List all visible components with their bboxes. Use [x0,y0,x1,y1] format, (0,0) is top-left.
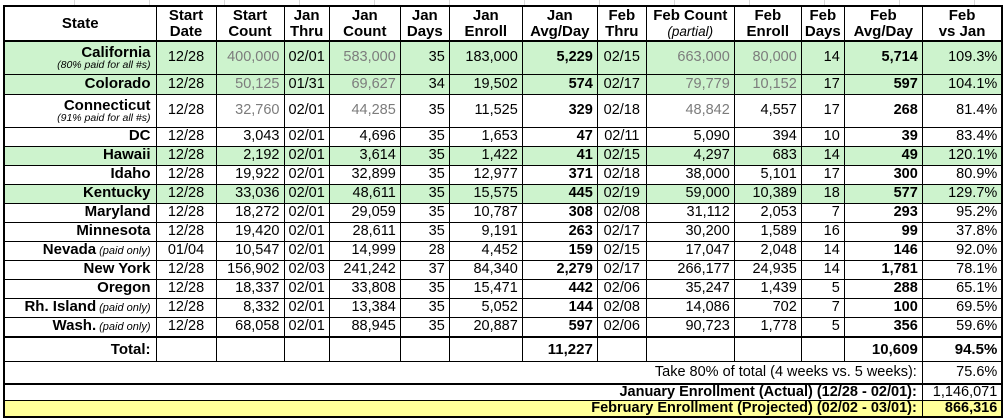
table-body [4,41,1002,417]
cell-jan-thru[interactable]: 02/01 [284,127,329,146]
cell-feb-enroll-empty[interactable] [734,337,801,362]
cell-feb-vs-jan[interactable]: 120.1% [922,146,1002,165]
header-feb-days[interactable] [801,6,844,41]
cell-start-count[interactable]: 18,272 [216,203,284,222]
cell-feb-count[interactable]: 48,842 [646,94,734,127]
cell-feb-days[interactable]: 17 [801,94,844,127]
cell-feb-avg-day[interactable]: 100 [844,298,922,317]
cell-start-date[interactable]: 12/28 [156,279,216,298]
cell-feb-days[interactable]: 7 [801,203,844,222]
cell-jan-thru[interactable]: 02/01 [284,222,329,241]
cell-feb-avg-day[interactable]: 39 [844,127,922,146]
header-line1: Jan [546,6,573,24]
state-note: (paid only) [99,301,151,314]
cell-jan-avg-day[interactable]: 445 [522,184,597,203]
cell-jan-count[interactable]: 44,285 [329,94,400,127]
cell-state[interactable] [4,127,156,146]
cell-feb-days[interactable]: 14 [801,41,844,74]
cell-jan-enroll[interactable]: 12,977 [449,165,522,184]
state-name: Nevada [42,241,97,258]
cell-start-date[interactable]: 12/28 [156,74,216,94]
cell-total-feb-avg-day[interactable]: 10,609 [844,337,922,362]
cell-jan-thru[interactable]: 02/01 [284,241,329,260]
cell-feb-avg-day[interactable]: 49 [844,146,922,165]
cell-start-date[interactable]: 12/28 [156,317,216,337]
state-note: (paid only) [99,244,151,257]
cell-start-count[interactable]: 10,547 [216,241,284,260]
header-line2: Days [804,22,841,40]
cell-feb-thru[interactable]: 02/08 [597,203,646,222]
state-name: Hawaii [102,146,151,163]
cell-jan-avg-day[interactable]: 159 [522,241,597,260]
header-line2: Count [228,22,272,40]
cell-state[interactable] [4,94,156,127]
cell-jan-count[interactable]: 28,611 [329,222,400,241]
cell-feb-days[interactable]: 17 [801,165,844,184]
table-row [4,222,1002,241]
cell-jan-avg-day[interactable]: 2,279 [522,260,597,279]
cell-start-date-empty[interactable] [156,337,216,362]
header-start-count[interactable] [216,6,284,41]
cell-jan-avg-day[interactable]: 574 [522,74,597,94]
summary-row-january-enrollment [4,384,1002,401]
state-name: Rh. Island [24,298,97,315]
cell-start-date[interactable]: 12/28 [156,146,216,165]
cell-state[interactable] [4,241,156,260]
cell-jan-count-empty[interactable] [329,337,400,362]
cell-feb-count[interactable]: 30,200 [646,222,734,241]
header-line1: Feb Count [653,6,728,24]
header-line2: Enroll [746,22,790,40]
cell-start-date[interactable]: 12/28 [156,94,216,127]
cell-jan-avg-day[interactable]: 263 [522,222,597,241]
cell-jan-days[interactable]: 35 [400,184,449,203]
cell-feb-count[interactable]: 4,297 [646,146,734,165]
cell-start-date[interactable]: 12/28 [156,222,216,241]
cell-feb-enroll[interactable]: 394 [734,127,801,146]
header-jan-days[interactable] [400,6,449,41]
table-row [4,184,1002,203]
cell-feb-enroll[interactable]: 1,778 [734,317,801,337]
cell-start-count[interactable]: 3,043 [216,127,284,146]
header-line1: Feb [754,6,782,24]
cell-feb-days[interactable]: 5 [801,317,844,337]
cell-feb-thru[interactable]: 02/19 [597,184,646,203]
cell-feb-avg-day[interactable]: 268 [844,94,922,127]
cell-feb-vs-jan[interactable]: 59.6% [922,317,1002,337]
cell-jan-count[interactable]: 69,627 [329,74,400,94]
cell-feb-vs-jan[interactable]: 69.5% [922,298,1002,317]
cell-feb-enroll[interactable]: 80,000 [734,41,801,74]
cell-jan-days[interactable]: 34 [400,74,449,94]
cell-feb-days-empty[interactable] [801,337,844,362]
cell-jan-enroll[interactable]: 5,052 [449,298,522,317]
header-feb-enroll[interactable] [734,6,801,41]
cell-feb-vs-jan[interactable]: 78.1% [922,260,1002,279]
cell-start-count[interactable]: 33,036 [216,184,284,203]
cell-jan-enroll[interactable]: 1,653 [449,127,522,146]
cell-feb-thru[interactable]: 02/18 [597,165,646,184]
cell-feb-enroll[interactable]: 2,048 [734,241,801,260]
cell-jan-thru[interactable]: 02/01 [284,41,329,74]
header-line2: (partial) [667,23,714,39]
cell-state[interactable] [4,165,156,184]
cell-feb-days[interactable]: 17 [801,74,844,94]
cell-feb-thru[interactable]: 02/15 [597,146,646,165]
cell-start-date[interactable]: 12/28 [156,203,216,222]
summary-label[interactable]: Take 80% of total (4 weeks vs. 5 weeks): [4,361,922,384]
cell-feb-count-empty[interactable] [646,337,734,362]
table-header [4,6,1002,41]
cell-feb-vs-jan[interactable]: 65.1% [922,279,1002,298]
cell-jan-thru[interactable]: 02/01 [284,279,329,298]
cell-start-count[interactable]: 19,922 [216,165,284,184]
header-jan-thru[interactable] [284,6,329,41]
cell-feb-days[interactable]: 10 [801,127,844,146]
table-row [4,127,1002,146]
cell-state[interactable] [4,279,156,298]
cell-start-count[interactable]: 68,058 [216,317,284,337]
cell-feb-vs-jan[interactable]: 83.4% [922,127,1002,146]
cell-feb-thru[interactable]: 02/06 [597,317,646,337]
state-name: Wash. [52,317,97,334]
cell-jan-thru-empty[interactable] [284,337,329,362]
cell-feb-avg-day[interactable]: 288 [844,279,922,298]
cell-feb-enroll[interactable]: 24,935 [734,260,801,279]
table-row [4,41,1002,74]
cell-feb-enroll[interactable]: 1,439 [734,279,801,298]
cell-feb-vs-jan[interactable]: 129.7% [922,184,1002,203]
cell-start-count-empty[interactable] [216,337,284,362]
cell-jan-enroll[interactable]: 15,575 [449,184,522,203]
cell-start-count[interactable]: 8,332 [216,298,284,317]
cell-start-date[interactable]: 12/28 [156,184,216,203]
cell-feb-count[interactable]: 35,247 [646,279,734,298]
header-line1: Feb [869,6,897,24]
cell-jan-avg-day[interactable]: 371 [522,165,597,184]
cell-feb-enroll[interactable]: 10,152 [734,74,801,94]
summary-row-february-enrollment [4,400,1002,417]
cell-feb-thru[interactable]: 02/17 [597,260,646,279]
cell-start-date[interactable]: 12/28 [156,127,216,146]
cell-jan-thru[interactable]: 02/01 [284,317,329,337]
cell-jan-thru[interactable]: 01/31 [284,74,329,94]
cell-feb-thru-empty[interactable] [597,337,646,362]
state-name: DC [128,127,151,144]
cell-jan-days[interactable]: 35 [400,94,449,127]
summary-label[interactable]: February Enrollment (Projected) (02/02 - 03/01): [4,400,922,417]
state-name: Kentucky [82,184,151,201]
header-line2: Thru [605,22,639,40]
cell-start-count[interactable]: 156,902 [216,260,284,279]
state-name: Connecticut [63,96,151,114]
state-name: Idaho [110,165,151,182]
summary-row-take-80-percent [4,361,1002,384]
cell-feb-count[interactable]: 79,779 [646,74,734,94]
table-row [4,203,1002,222]
cell-feb-avg-day[interactable]: 99 [844,222,922,241]
cell-jan-count[interactable]: 29,059 [329,203,400,222]
cell-jan-days-empty[interactable] [400,337,449,362]
cell-jan-enroll[interactable]: 183,000 [449,41,522,74]
header-line2: Avg/Day [853,22,914,40]
header-line2: vs Jan [938,22,986,40]
header-state[interactable] [4,6,156,41]
cell-state[interactable] [4,317,156,337]
cell-jan-avg-day[interactable]: 41 [522,146,597,165]
cell-feb-avg-day[interactable]: 293 [844,203,922,222]
cell-feb-count[interactable]: 17,047 [646,241,734,260]
cell-state[interactable] [4,222,156,241]
cell-jan-avg-day[interactable]: 308 [522,203,597,222]
cell-feb-thru[interactable]: 02/08 [597,298,646,317]
cell-jan-thru[interactable]: 02/03 [284,260,329,279]
cell-feb-vs-jan[interactable]: 81.4% [922,94,1002,127]
cell-jan-count[interactable]: 32,899 [329,165,400,184]
cell-feb-thru[interactable]: 02/15 [597,41,646,74]
table-row [4,298,1002,317]
cell-start-count[interactable]: 32,760 [216,94,284,127]
cell-feb-thru[interactable]: 02/18 [597,94,646,127]
cell-state[interactable] [4,41,156,74]
cell-start-date[interactable]: 12/28 [156,260,216,279]
cell-feb-avg-day[interactable]: 597 [844,74,922,94]
cell-feb-count[interactable]: 266,177 [646,260,734,279]
cell-feb-days[interactable]: 5 [801,279,844,298]
header-line1: Jan [411,6,438,24]
cell-feb-avg-day[interactable]: 577 [844,184,922,203]
cell-feb-vs-jan[interactable]: 95.2% [922,203,1002,222]
header-line2: Avg/Day [530,22,590,40]
cell-feb-days[interactable]: 16 [801,222,844,241]
cell-feb-count[interactable]: 90,723 [646,317,734,337]
cell-feb-thru[interactable]: 02/11 [597,127,646,146]
cell-jan-count[interactable]: 33,808 [329,279,400,298]
cell-feb-days[interactable]: 14 [801,241,844,260]
cell-jan-days[interactable]: 35 [400,41,449,74]
cell-jan-avg-day[interactable]: 5,229 [522,41,597,74]
cell-jan-count[interactable]: 48,611 [329,184,400,203]
cell-feb-thru[interactable]: 02/15 [597,241,646,260]
cell-state[interactable] [4,203,156,222]
state-note: (80% paid for all #s) [57,58,151,71]
table-row [4,146,1002,165]
cell-feb-count[interactable]: 14,086 [646,298,734,317]
cell-feb-enroll[interactable]: 702 [734,298,801,317]
cell-jan-days[interactable]: 35 [400,127,449,146]
header-jan-avg-day[interactable] [522,6,597,41]
header-line1: Jan [472,6,499,24]
cell-feb-count[interactable]: 38,000 [646,165,734,184]
cell-jan-count[interactable]: 13,384 [329,298,400,317]
cell-start-date[interactable]: 12/28 [156,41,216,74]
cell-jan-enroll[interactable]: 15,471 [449,279,522,298]
header-line2: Enroll [464,22,508,40]
cell-jan-days[interactable]: 35 [400,165,449,184]
state-name: Maryland [84,203,151,220]
table-row [4,94,1002,127]
cell-jan-thru[interactable]: 02/01 [284,165,329,184]
cell-jan-avg-day[interactable]: 47 [522,127,597,146]
header-line1: Jan [293,6,320,24]
cell-jan-thru[interactable]: 02/01 [284,146,329,165]
cell-feb-days[interactable]: 14 [801,146,844,165]
cell-start-date[interactable]: 12/28 [156,298,216,317]
cell-jan-enroll[interactable]: 9,191 [449,222,522,241]
cell-jan-count[interactable]: 3,614 [329,146,400,165]
header-line2: Days [406,22,443,40]
cell-feb-count[interactable]: 31,112 [646,203,734,222]
cell-jan-thru[interactable]: 02/01 [284,203,329,222]
cell-state[interactable] [4,184,156,203]
cell-jan-enroll[interactable]: 20,887 [449,317,522,337]
cell-feb-thru[interactable]: 02/17 [597,222,646,241]
cell-feb-enroll[interactable]: 5,101 [734,165,801,184]
table-row [4,74,1002,94]
cell-jan-enroll[interactable]: 84,340 [449,260,522,279]
cell-feb-vs-jan[interactable]: 104.1% [922,74,1002,94]
cell-start-date[interactable]: 12/28 [156,165,216,184]
cell-feb-days[interactable]: 14 [801,260,844,279]
cell-state[interactable] [4,74,156,94]
table-row [4,241,1002,260]
cell-feb-vs-jan[interactable]: 109.3% [922,41,1002,74]
cell-jan-thru[interactable]: 02/01 [284,94,329,127]
cell-jan-enroll[interactable]: 4,452 [449,241,522,260]
cell-feb-days[interactable]: 18 [801,184,844,203]
summary-label[interactable]: January Enrollment (Actual) (12/28 - 02/01): [4,384,922,401]
cell-state[interactable] [4,146,156,165]
cell-jan-avg-day[interactable]: 442 [522,279,597,298]
cell-jan-avg-day[interactable]: 597 [522,317,597,337]
header-row [4,6,1002,41]
header-line1: State [61,14,99,32]
cell-jan-days[interactable]: 37 [400,260,449,279]
cell-start-count[interactable]: 400,000 [216,41,284,74]
cell-feb-days[interactable]: 7 [801,298,844,317]
cell-jan-days[interactable]: 35 [400,146,449,165]
cell-total-label[interactable]: Total: [4,337,156,362]
cell-jan-thru[interactable]: 02/01 [284,298,329,317]
cell-feb-enroll[interactable]: 1,589 [734,222,801,241]
state-name: Colorado [84,74,151,92]
table-row [4,260,1002,279]
cell-jan-enroll[interactable]: 11,525 [449,94,522,127]
cell-feb-enroll[interactable]: 10,389 [734,184,801,203]
cell-jan-count[interactable]: 14,999 [329,241,400,260]
cell-start-count[interactable]: 50,125 [216,74,284,94]
cell-jan-avg-day[interactable]: 329 [522,94,597,127]
cell-jan-enroll[interactable]: 1,422 [449,146,522,165]
cell-feb-enroll[interactable]: 683 [734,146,801,165]
header-line2: Thru [289,22,324,40]
cell-jan-days[interactable]: 35 [400,203,449,222]
header-feb-avg-day[interactable] [844,6,922,41]
state-name: New York [83,260,151,277]
cell-feb-avg-day[interactable]: 356 [844,317,922,337]
table-row [4,317,1002,337]
cell-jan-enroll[interactable]: 10,787 [449,203,522,222]
cell-feb-avg-day[interactable]: 1,781 [844,260,922,279]
header-start-date[interactable] [156,6,216,41]
header-feb-thru[interactable] [597,6,646,41]
summary-value[interactable]: 866,316 [922,400,1002,417]
cell-state[interactable] [4,298,156,317]
state-name: California [81,43,151,61]
cell-feb-enroll[interactable]: 2,053 [734,203,801,222]
header-jan-count[interactable] [329,6,400,41]
cell-feb-avg-day[interactable]: 300 [844,165,922,184]
cell-feb-vs-jan[interactable]: 80.9% [922,165,1002,184]
cell-jan-avg-day[interactable]: 144 [522,298,597,317]
state-note: (paid only) [99,320,151,333]
state-name: Oregon [97,279,151,296]
header-feb-count[interactable] [646,6,734,41]
cell-feb-thru[interactable]: 02/06 [597,279,646,298]
header-line1: Start [168,6,204,24]
cell-feb-thru[interactable]: 02/17 [597,74,646,94]
table-row [4,279,1002,298]
cell-jan-days[interactable]: 35 [400,298,449,317]
summary-value[interactable]: 1,146,071 [922,384,1002,401]
header-line2: Date [169,22,203,40]
header-line2: Count [343,22,387,40]
summary-value[interactable]: 75.6% [922,361,1002,384]
header-feb-vs-jan[interactable] [922,6,1002,41]
cell-start-date[interactable]: 01/04 [156,241,216,260]
cell-jan-days[interactable]: 35 [400,222,449,241]
total-row [4,337,1002,362]
cell-feb-avg-day[interactable]: 5,714 [844,41,922,74]
cell-feb-enroll[interactable]: 4,557 [734,94,801,127]
enrollment-table [3,5,1003,418]
header-jan-enroll[interactable] [449,6,522,41]
cell-jan-count[interactable]: 88,945 [329,317,400,337]
cell-jan-thru[interactable]: 02/01 [284,184,329,203]
cell-jan-count[interactable]: 4,696 [329,127,400,146]
cell-feb-avg-day[interactable]: 146 [844,241,922,260]
cell-feb-count[interactable]: 5,090 [646,127,734,146]
cell-jan-days[interactable]: 28 [400,241,449,260]
cell-jan-count[interactable]: 241,242 [329,260,400,279]
cell-jan-count[interactable]: 583,000 [329,41,400,74]
cell-feb-vs-jan[interactable]: 37.8% [922,222,1002,241]
cell-jan-days[interactable]: 35 [400,317,449,337]
header-line1: Feb [948,6,976,24]
table-row [4,165,1002,184]
header-line1: Feb [608,6,636,24]
cell-start-count[interactable]: 19,420 [216,222,284,241]
cell-jan-days[interactable]: 35 [400,279,449,298]
state-note: (91% paid for all #s) [57,111,151,124]
cell-total-jan-avg-day[interactable]: 11,227 [522,337,597,362]
cell-jan-enroll-empty[interactable] [449,337,522,362]
header-line1: Start [232,6,268,24]
cell-feb-count[interactable]: 663,000 [646,41,734,74]
cell-state[interactable] [4,260,156,279]
cell-feb-count[interactable]: 59,000 [646,184,734,203]
cell-feb-vs-jan[interactable]: 92.0% [922,241,1002,260]
cell-start-count[interactable]: 18,337 [216,279,284,298]
state-name: Minnesota [76,222,151,239]
header-line1: Jan [351,6,378,24]
cell-total-feb-vs-jan[interactable]: 94.5% [922,337,1002,362]
header-line1: Feb [809,6,837,24]
cell-jan-enroll[interactable]: 19,502 [449,74,522,94]
cell-start-count[interactable]: 2,192 [216,146,284,165]
